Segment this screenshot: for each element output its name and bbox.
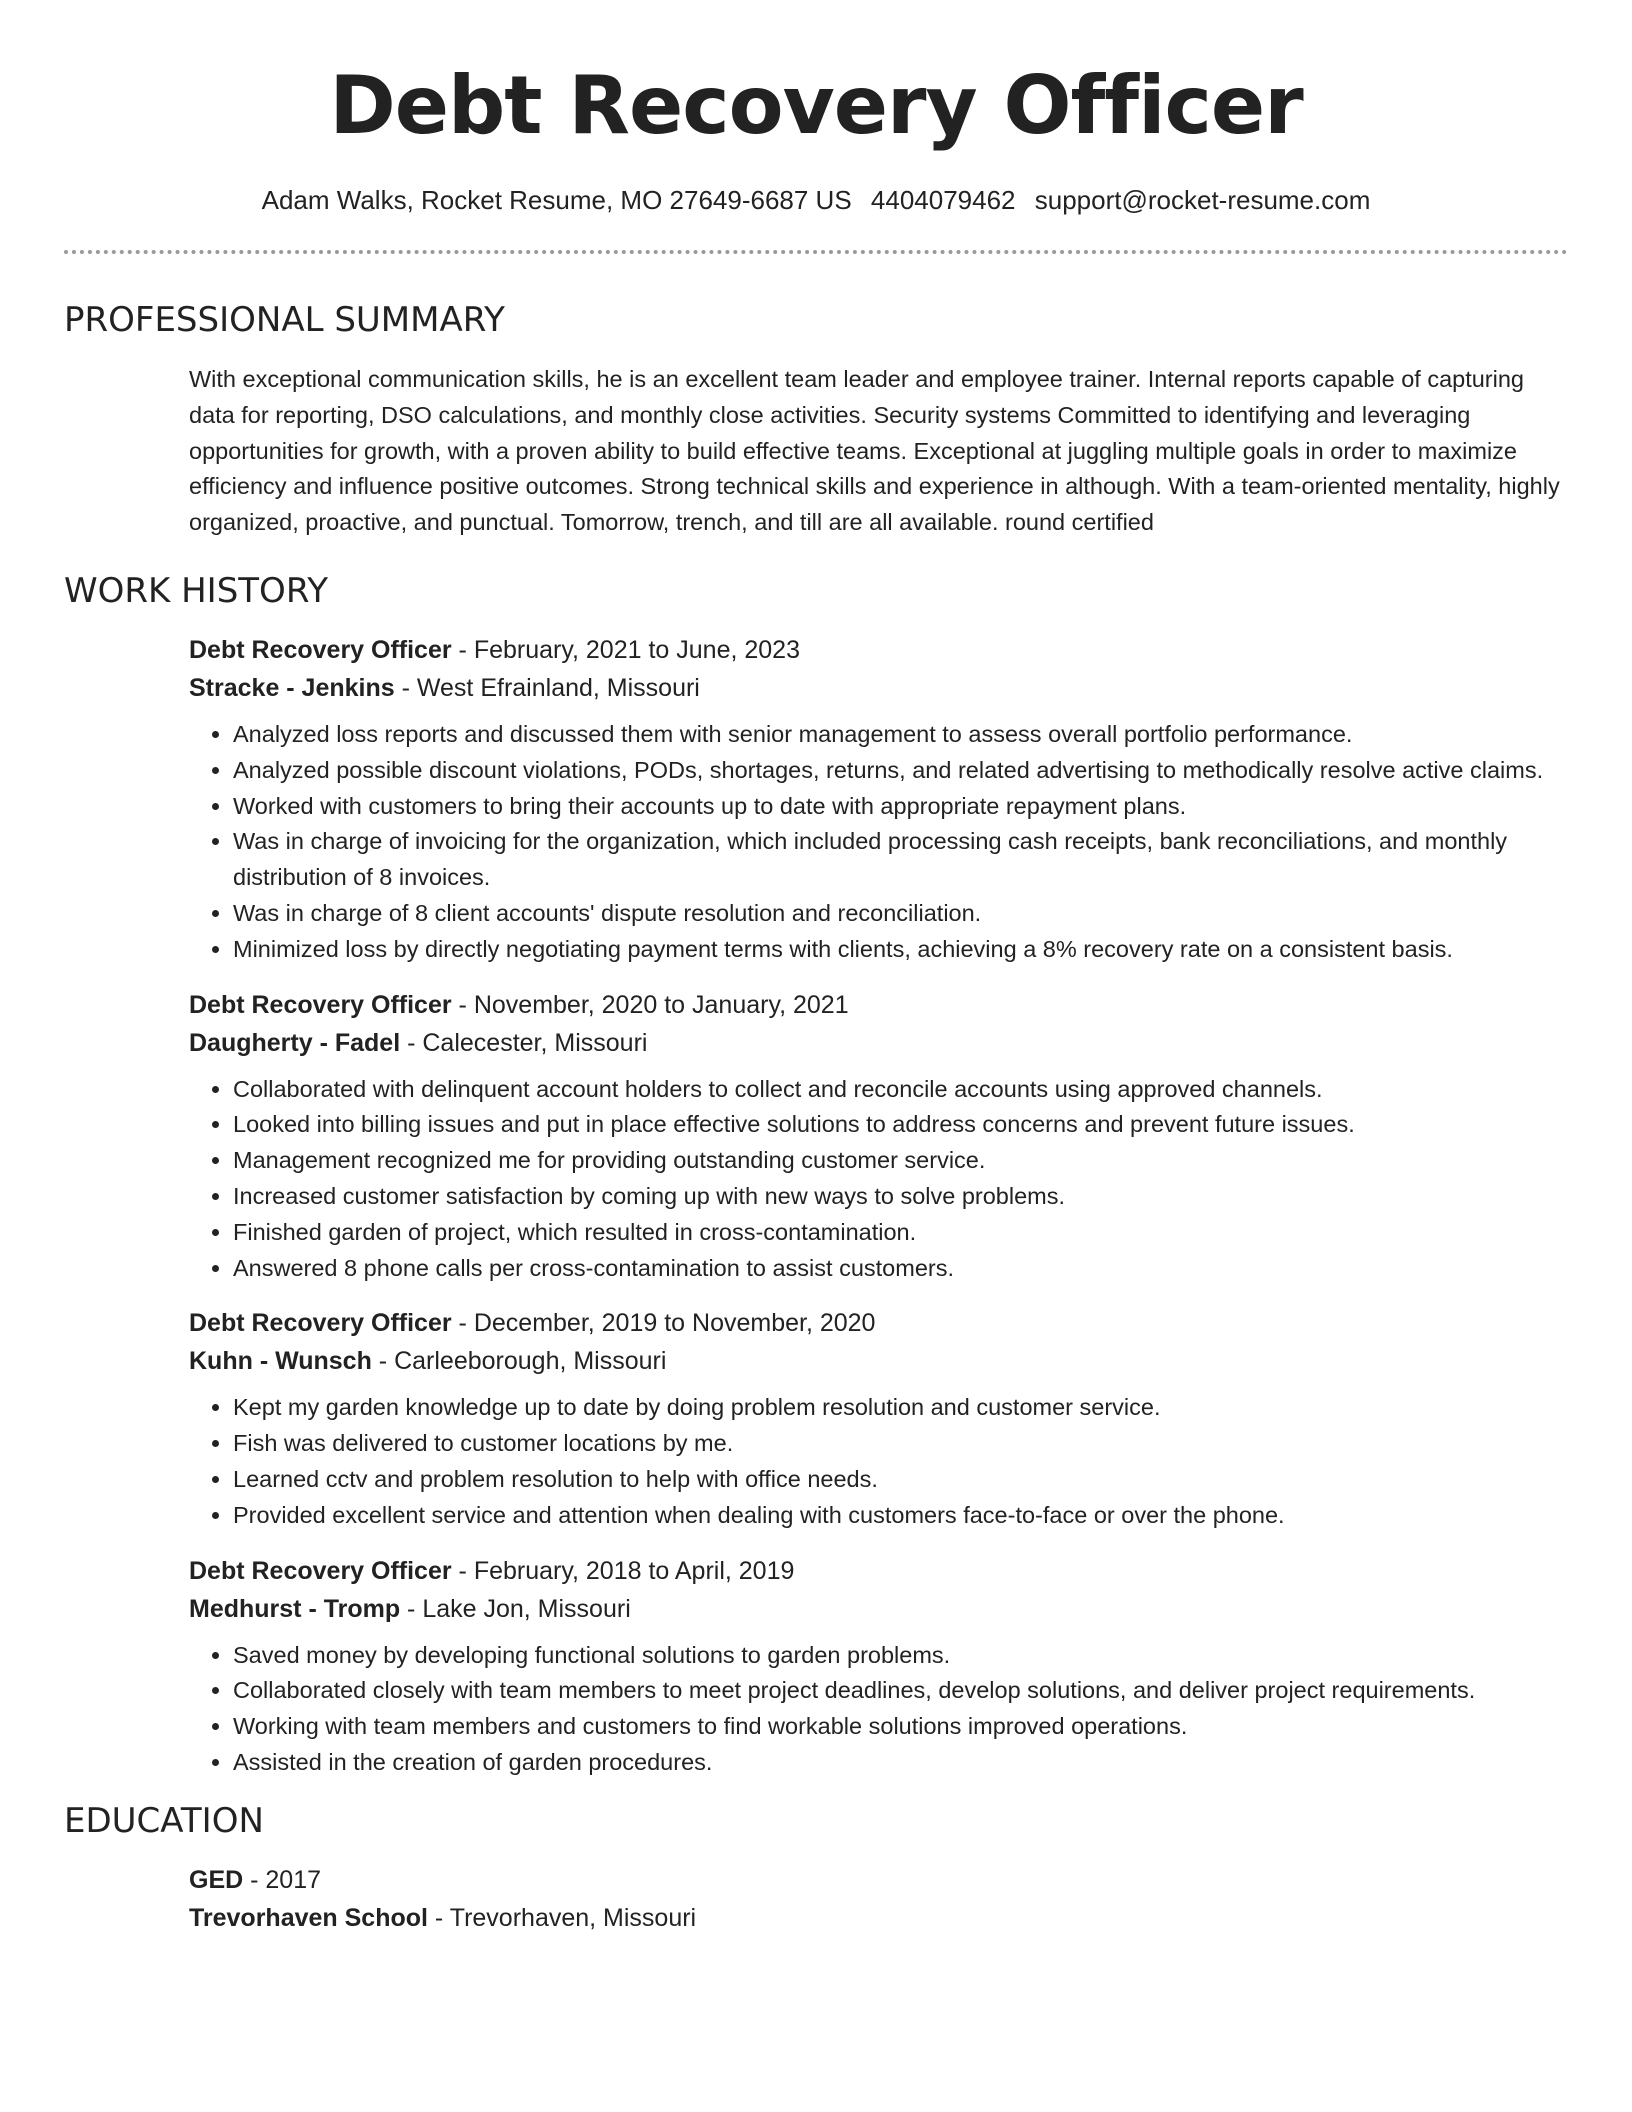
header-divider [64, 250, 1568, 254]
job-bullet: • Minimized loss by directly negotiating payment terms with clients, achieving a 8% recovery rate on a consistent basis. [233, 932, 1568, 968]
work-history-section [64, 571, 1568, 1781]
job-location: - Calecester, Missouri [400, 1028, 648, 1057]
job-company-line [189, 1342, 1568, 1380]
job-bullet: • Analyzed loss reports and discussed them with senior management to assess overall portfolio performance. [233, 717, 1568, 753]
job-location: - Lake Jon, Missouri [400, 1594, 631, 1623]
summary-text: With exceptional communication skills, he is an excellent team leader and employee trainer. Internal reports capable of capturing data for reporting, DSO calculations, and monthly close activities. Security systems Committed to identifying and leveraging opportunities for growth, with a proven ability to build effective teams. Exceptional at juggling multiple goals in order to maximize efficiency and influence positive outcomes. Strong technical skills and experience in although. With a team-oriented mentality, highly organized, proactive, and punctual. Tomorrow, trench, and till are all available. round certified [189, 366, 1560, 536]
job-dates: - February, 2018 to April, 2019 [451, 1556, 795, 1585]
contact-line [64, 184, 1568, 216]
education-entry [189, 1861, 1568, 1937]
resume-title: Debt Recovery Officer [329, 59, 1303, 152]
job-role: Debt Recovery Officer [189, 990, 452, 1019]
education-heading: EDUCATION [64, 1800, 264, 1841]
job-bullet: • Provided excellent service and attention when dealing with customers face-to-face or over the phone. [233, 1498, 1568, 1534]
job-company: Kuhn - Wunsch [189, 1347, 372, 1376]
job-bullets [189, 1390, 1568, 1533]
education-degree: GED [189, 1865, 244, 1894]
job-role: Debt Recovery Officer [189, 1309, 452, 1338]
job-bullets [189, 1072, 1568, 1287]
summary-heading: PROFESSIONAL SUMMARY [64, 300, 505, 340]
job-bullet: • Answered 8 phone calls per cross-contamination to assist customers. [233, 1251, 1568, 1287]
job-bullets [189, 1638, 1568, 1781]
summary-section [64, 300, 1568, 541]
contact-phone: 4404079462 [870, 185, 1016, 215]
job-bullet: • Increased customer satisfaction by coming up with new ways to solve problems. [233, 1179, 1568, 1215]
job-bullet: • Assisted in the creation of garden procedures. [233, 1745, 1568, 1781]
job-bullet: • Collaborated closely with team members to meet project deadlines, develop solutions, and deliver project requirements. [233, 1673, 1568, 1709]
education-school: Trevorhaven School [189, 1903, 428, 1932]
job-role: Debt Recovery Officer [189, 1556, 452, 1585]
job-bullet: • Fish was delivered to customer locations by me. [233, 1426, 1568, 1462]
job-location: - West Efrainland, Missouri [394, 673, 700, 702]
job-bullets [189, 717, 1568, 968]
education-location: - Trevorhaven, Missouri [427, 1903, 697, 1932]
job-bullet: • Learned cctv and problem resolution to help with office needs. [233, 1462, 1568, 1498]
job-entry [189, 1552, 1568, 1781]
job-company: Medhurst - Tromp [189, 1594, 401, 1623]
job-location: - Carleeborough, Missouri [371, 1347, 667, 1376]
job-dates: - February, 2021 to June, 2023 [451, 635, 800, 664]
job-company-line [189, 1024, 1568, 1062]
job-bullet: • Was in charge of 8 client accounts' dispute resolution and reconciliation. [233, 896, 1568, 932]
education-section [64, 1801, 1568, 1937]
job-bullet: • Analyzed possible discount violations, PODs, shortages, returns, and related advertising to methodically resolve active claims. [233, 753, 1568, 789]
job-dates: - November, 2020 to January, 2021 [451, 990, 849, 1019]
job-company: Stracke - Jenkins [189, 673, 395, 702]
job-dates: - December, 2019 to November, 2020 [451, 1309, 876, 1338]
job-company: Daugherty - Fadel [189, 1028, 401, 1057]
job-bullet: • Worked with customers to bring their accounts up to date with appropriate repayment plans. [233, 789, 1568, 825]
job-bullet: • Collaborated with delinquent account holders to collect and reconcile accounts using approved channels. [233, 1072, 1568, 1108]
job-entry [189, 631, 1568, 968]
contact-email: support@rocket-resume.com [1034, 185, 1371, 215]
job-bullet: • Working with team members and customers to find workable solutions improved operations. [233, 1709, 1568, 1745]
job-company-line [189, 669, 1568, 707]
contact-address: Adam Walks, Rocket Resume, MO 27649-6687 US [261, 185, 852, 215]
job-entry [189, 1304, 1568, 1533]
job-title-line [189, 631, 1568, 669]
education-degree-line [189, 1861, 1568, 1899]
job-bullet: • Looked into billing issues and put in place effective solutions to address concerns and prevent future issues. [233, 1107, 1568, 1143]
work-history-heading: WORK HISTORY [64, 570, 329, 611]
job-bullet: • Saved money by developing functional solutions to garden problems. [233, 1638, 1568, 1674]
job-bullet: • Kept my garden knowledge up to date by doing problem resolution and customer service. [233, 1390, 1568, 1426]
education-school-line [189, 1899, 1568, 1937]
education-year: - 2017 [243, 1865, 322, 1894]
job-title-line [189, 1552, 1568, 1590]
job-bullet: • Finished garden of project, which resulted in cross-contamination. [233, 1215, 1568, 1251]
job-title-line [189, 986, 1568, 1024]
job-entry [189, 986, 1568, 1287]
job-role: Debt Recovery Officer [189, 635, 452, 664]
job-company-line [189, 1590, 1568, 1628]
job-title-line [189, 1304, 1568, 1342]
job-bullet: • Management recognized me for providing outstanding customer service. [233, 1143, 1568, 1179]
job-bullet: • Was in charge of invoicing for the organization, which included processing cash receipts, bank reconciliations, and monthly distribution of 8 invoices. [233, 824, 1568, 896]
